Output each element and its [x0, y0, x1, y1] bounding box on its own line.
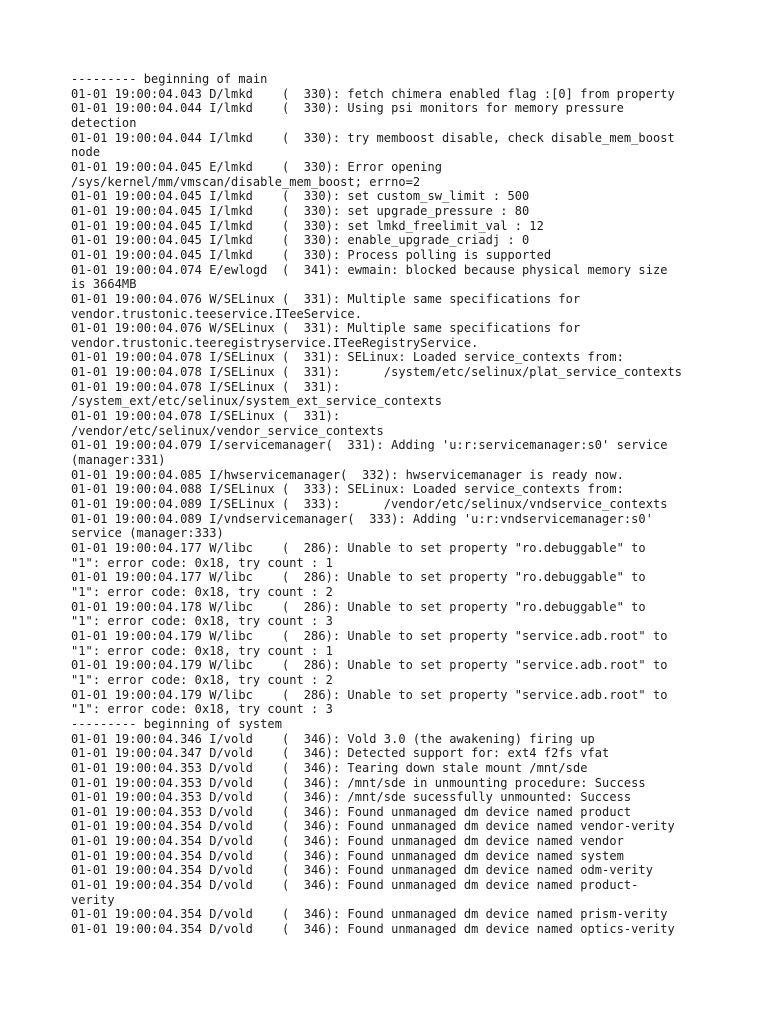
- log-line: 01-01 19:00:04.354 D/vold ( 346): Found unmanaged dm device named optics-verity: [71, 922, 675, 937]
- log-line: "1": error code: 0x18, try count : 1: [71, 643, 333, 658]
- log-line: 01-01 19:00:04.043 D/lmkd ( 330): fetch chimera enabled flag :[0] from property: [71, 86, 675, 101]
- log-line: 01-01 19:00:04.079 I/servicemanager( 331): Adding 'u:r:servicemanager:s0' service: [71, 438, 668, 453]
- log-line: 01-01 19:00:04.045 I/lmkd ( 330): set upgrade_pressure : 80: [71, 203, 530, 218]
- log-line: 01-01 19:00:04.045 I/lmkd ( 330): set custom_sw_limit : 500: [71, 189, 530, 204]
- log-line: 01-01 19:00:04.078 I/SELinux ( 331): /system/etc/selinux/plat_service_contexts: [71, 365, 683, 380]
- log-line: verity: [71, 892, 115, 907]
- log-line: 01-01 19:00:04.045 I/lmkd ( 330): enable_upgrade_criadj : 0: [71, 233, 530, 248]
- log-line: 01-01 19:00:04.078 I/SELinux ( 331):: [71, 379, 341, 394]
- log-line: 01-01 19:00:04.354 D/vold ( 346): Found unmanaged dm device named product-: [71, 878, 639, 893]
- log-line: service (manager:333): [71, 526, 224, 541]
- log-line: 01-01 19:00:04.076 W/SELinux ( 331): Multiple same specifications for: [71, 291, 581, 306]
- log-line: 01-01 19:00:04.346 I/vold ( 346): Vold 3.0 (the awakening) firing up: [71, 731, 595, 746]
- log-line: 01-01 19:00:04.045 I/lmkd ( 330): set lmkd_freelimit_val : 12: [71, 218, 544, 233]
- log-line: --------- beginning of system: [71, 716, 282, 731]
- log-line: 01-01 19:00:04.353 D/vold ( 346): /mnt/sde in unmounting procedure: Success: [71, 775, 646, 790]
- log-line: 01-01 19:00:04.354 D/vold ( 346): Found unmanaged dm device named system: [71, 848, 624, 863]
- log-line: 01-01 19:00:04.353 D/vold ( 346): /mnt/sde sucessfully unmounted: Success: [71, 790, 632, 805]
- log-line: 01-01 19:00:04.353 D/vold ( 346): Found unmanaged dm device named product: [71, 804, 632, 819]
- log-line: 01-01 19:00:04.179 W/libc ( 286): Unable to set property "service.adb.root" to: [71, 687, 668, 702]
- log-line: "1": error code: 0x18, try count : 3: [71, 614, 333, 629]
- log-line: detection: [71, 115, 137, 130]
- log-line: 01-01 19:00:04.078 I/SELinux ( 331): SELinux: Loaded service_contexts from:: [71, 350, 624, 365]
- log-line: 01-01 19:00:04.177 W/libc ( 286): Unable to set property "ro.debuggable" to: [71, 541, 646, 555]
- log-line: "1": error code: 0x18, try count : 1: [71, 555, 333, 570]
- log-line: 01-01 19:00:04.078 I/SELinux ( 331):: [71, 409, 341, 424]
- log-line: 01-01 19:00:04.076 W/SELinux ( 331): Multiple same specifications for: [71, 321, 581, 336]
- log-line: 01-01 19:00:04.178 W/libc ( 286): Unable to set property "ro.debuggable" to: [71, 599, 646, 614]
- log-line: 01-01 19:00:04.179 W/libc ( 286): Unable to set property "service.adb.root" to: [71, 628, 668, 643]
- log-line: 01-01 19:00:04.354 D/vold ( 346): Found unmanaged dm device named vendor: [71, 834, 624, 849]
- log-line: 01-01 19:00:04.045 E/lmkd ( 330): Error opening: [71, 159, 443, 174]
- log-line: 01-01 19:00:04.177 W/libc ( 286): Unable to set property "ro.debuggable" to: [71, 570, 646, 585]
- log-line: "1": error code: 0x18, try count : 3: [71, 702, 333, 717]
- log-line: vendor.trustonic.teeregistryservice.ITeeRegistryService.: [71, 335, 479, 350]
- log-line: 01-01 19:00:04.353 D/vold ( 346): Tearing down stale mount /mnt/sde: [71, 760, 588, 775]
- log-line: 01-01 19:00:04.044 I/lmkd ( 330): Using psi monitors for memory pressure: [71, 101, 624, 116]
- log-line: /vendor/etc/selinux/vendor_service_contexts: [71, 423, 384, 438]
- log-line: 01-01 19:00:04.179 W/libc ( 286): Unable to set property "service.adb.root" to: [71, 658, 668, 673]
- log-line: /system_ext/etc/selinux/system_ext_service_contexts: [71, 394, 443, 409]
- log-line: vendor.trustonic.teeservice.ITeeService.: [71, 306, 362, 321]
- log-line: node: [71, 145, 101, 160]
- log-line: 01-01 19:00:04.354 D/vold ( 346): Found unmanaged dm device named vendor-verity: [71, 819, 675, 834]
- log-line: "1": error code: 0x18, try count : 2: [71, 672, 333, 687]
- log-line: is 3664MB: [71, 277, 137, 292]
- log-line: 01-01 19:00:04.354 D/vold ( 346): Found unmanaged dm device named odm-verity: [71, 863, 653, 878]
- log-line: 01-01 19:00:04.089 I/vndservicemanager( 333): Adding 'u:r:vndservicemanager:s0': [71, 511, 653, 526]
- log-line: 01-01 19:00:04.045 I/lmkd ( 330): Process polling is supported: [71, 247, 552, 262]
- log-line: 01-01 19:00:04.089 I/SELinux ( 333): /vendor/etc/selinux/vndservice_contexts: [71, 497, 668, 512]
- log-line: 01-01 19:00:04.085 I/hwservicemanager( 332): hwservicemanager is ready now.: [71, 467, 624, 482]
- log-line: (manager:331): [71, 453, 166, 468]
- log-line: --------- beginning of main: [71, 72, 268, 86]
- log-document: [71, 72, 711, 937]
- log-line: "1": error code: 0x18, try count : 2: [71, 584, 333, 599]
- log-line: 01-01 19:00:04.088 I/SELinux ( 333): SELinux: Loaded service_contexts from:: [71, 482, 624, 497]
- log-line: 01-01 19:00:04.354 D/vold ( 346): Found unmanaged dm device named prism-verity: [71, 907, 668, 922]
- log-line: /sys/kernel/mm/vmscan/disable_mem_boost; errno=2: [71, 174, 421, 189]
- log-line: 01-01 19:00:04.044 I/lmkd ( 330): try memboost disable, check disable_mem_boost: [71, 130, 675, 145]
- log-line: 01-01 19:00:04.074 E/ewlogd ( 341): ewmain: blocked because physical memory size: [71, 262, 668, 277]
- log-line: 01-01 19:00:04.347 D/vold ( 346): Detected support for: ext4 f2fs vfat: [71, 746, 610, 761]
